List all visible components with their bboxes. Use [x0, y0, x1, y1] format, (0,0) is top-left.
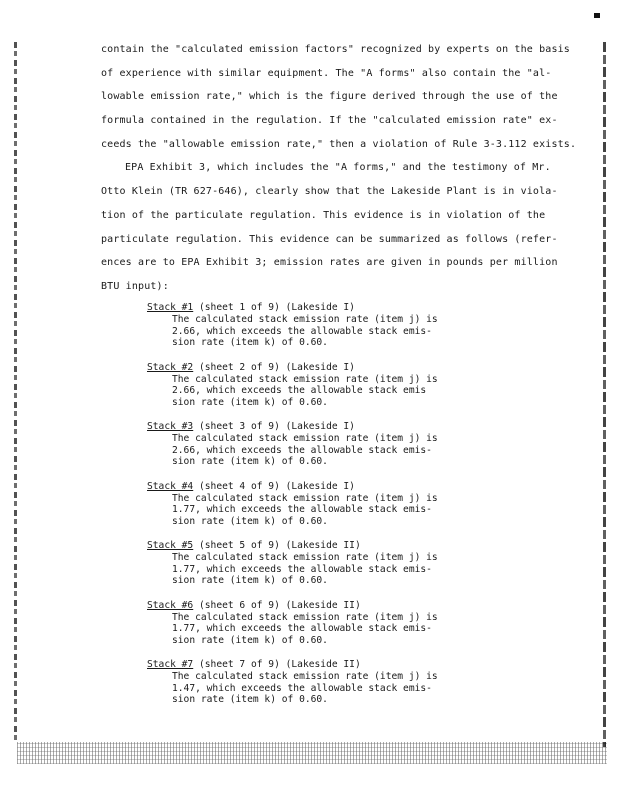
- stack-heading: [147, 421, 447, 433]
- stack-entry: [147, 302, 447, 362]
- stack-info: (sheet 5 of 9) (Lakeside II): [193, 540, 361, 551]
- text-line: formula contained in the regulation. If the "calculated emission rate" ex-: [101, 115, 558, 127]
- stack-heading: [147, 302, 447, 314]
- stack-desc-line: The calculated stack emission rate (item j) is: [172, 611, 438, 623]
- text-line: lowable emission rate," which is the figure derived through the use of the: [101, 91, 558, 103]
- text-line: Otto Klein (TR 627-646), clearly show that the Lakeside Plant is in viola-: [101, 186, 558, 198]
- stack-desc-line: The calculated stack emission rate (item j) is: [172, 373, 438, 385]
- text-line: tion of the particulate regulation. This evidence is in violation of the: [101, 209, 546, 221]
- stack-info: (sheet 6 of 9) (Lakeside II): [193, 599, 361, 611]
- stack-label: Stack #7: [147, 659, 194, 670]
- stack-info: (sheet 3 of 9) (Lakeside I): [193, 421, 355, 432]
- stack-desc-line: sion rate (item k) of 0.60.: [172, 456, 328, 467]
- scan-right-edge: [603, 42, 606, 747]
- stack-desc-line: sion rate (item k) of 0.60.: [172, 575, 328, 586]
- stack-desc-line: The calculated stack emission rate (item j) is: [172, 492, 438, 504]
- stack-label: Stack #2: [147, 361, 194, 373]
- stack-entry: [147, 481, 447, 541]
- stack-label: Stack #1: [147, 302, 194, 313]
- stack-entry: [147, 362, 447, 422]
- stack-info: (sheet 7 of 9) (Lakeside II): [193, 659, 361, 670]
- stack-info: (sheet 4 of 9) (Lakeside I): [193, 480, 355, 492]
- body-text: [101, 38, 577, 299]
- stack-info: (sheet 1 of 9) (Lakeside I): [193, 302, 355, 313]
- stack-desc-line: sion rate (item k) of 0.60.: [172, 396, 328, 408]
- stack-label: Stack #3: [147, 421, 194, 432]
- text-line: of experience with similar equipment. The "A forms" also contain the "al-: [101, 67, 552, 79]
- stack-entry: [147, 600, 447, 660]
- stack-desc-line: The calculated stack emission rate (item j) is: [172, 433, 438, 444]
- stack-label: Stack #4: [147, 480, 194, 492]
- stack-desc-line: 1.77, which exceeds the allowable stack emis-: [172, 504, 432, 515]
- stack-heading: [147, 659, 447, 671]
- stack-desc-line: sion rate (item k) of 0.60.: [172, 337, 328, 348]
- stack-heading: [147, 540, 447, 552]
- stack-heading: [147, 481, 447, 493]
- scan-bottom-edge: [17, 742, 607, 764]
- stack-desc-line: The calculated stack emission rate (item j) is: [172, 314, 438, 325]
- stack-desc-line: 1.77, which exceeds the allowable stack emis-: [172, 623, 432, 634]
- stack-info: (sheet 2 of 9) (Lakeside I): [193, 361, 355, 373]
- stack-desc-line: sion rate (item k) of 0.60.: [172, 634, 328, 646]
- stack-desc-line: sion rate (item k) of 0.60.: [172, 515, 328, 527]
- scan-corner-mark: [594, 13, 600, 18]
- stack-label: Stack #6: [147, 599, 194, 611]
- stack-entry: [147, 540, 447, 600]
- stack-desc-line: The calculated stack emission rate (item j) is: [172, 552, 438, 563]
- stack-desc-line: 2.66, which exceeds the allowable stack emis-: [172, 325, 432, 337]
- scan-left-edge: [14, 42, 17, 742]
- text-line: particulate regulation. This evidence can be summarized as follows (refer-: [101, 233, 558, 245]
- stack-list: [147, 302, 447, 719]
- text-line: EPA Exhibit 3, which includes the "A forms," and the testimony of Mr.: [125, 162, 551, 174]
- text-line: contain the "calculated emission factors" recognized by experts on the basis: [101, 44, 570, 55]
- text-line: ceeds the "allowable emission rate," then a violation of Rule 3-3.112 exists.: [101, 138, 577, 150]
- stack-label: Stack #5: [147, 540, 194, 551]
- stack-entry: [147, 659, 447, 719]
- stack-desc-line: 2.66, which exceeds the allowable stack emis-: [172, 444, 432, 456]
- stack-desc-line: The calculated stack emission rate (item j) is: [172, 671, 438, 682]
- text-line: BTU input):: [101, 280, 169, 292]
- stack-desc-line: 1.47, which exceeds the allowable stack emis-: [172, 682, 432, 694]
- stack-heading: [147, 600, 447, 612]
- stack-heading: [147, 362, 447, 374]
- stack-desc-line: 1.77, which exceeds the allowable stack emis-: [172, 563, 432, 575]
- stack-desc-line: 2.66, which exceeds the allowable stack emis: [172, 385, 427, 396]
- stack-entry: [147, 421, 447, 481]
- text-line: ences are to EPA Exhibit 3; emission rates are given in pounds per million: [101, 257, 558, 269]
- stack-desc-line: sion rate (item k) of 0.60.: [172, 694, 328, 705]
